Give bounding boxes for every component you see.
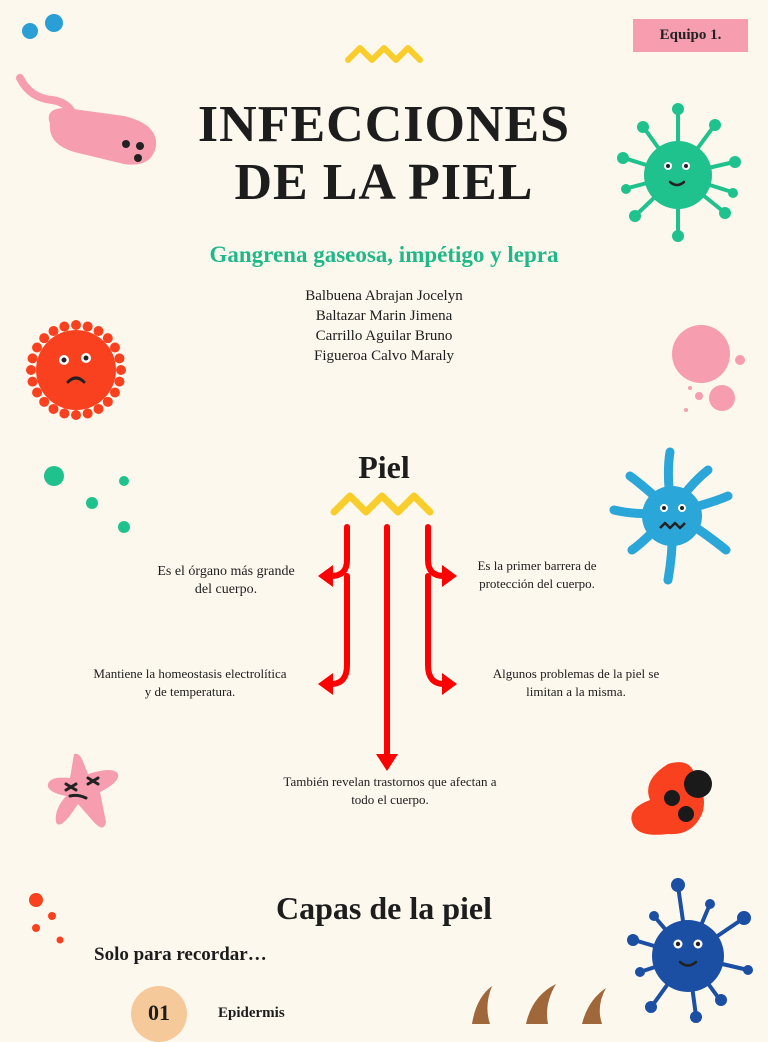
- germ-spike: [110, 388, 120, 398]
- note-left-top: [106, 563, 346, 599]
- pink-bacterium-icon: [14, 72, 164, 172]
- title-line-2: DE LA PIEL: [234, 154, 534, 211]
- author-2: Baltazar Marin Jimena: [315, 308, 453, 324]
- note-left-top-line2: del cuerpo.: [194, 582, 258, 597]
- germ-spike: [32, 343, 42, 353]
- germ-spike: [59, 322, 69, 332]
- note-left-bottom-line1: Mantiene la homeostasis electrolítica: [93, 666, 287, 681]
- red-dots-icon: [26, 890, 76, 950]
- green-virus-icon: [616, 100, 746, 240]
- germ-spike: [28, 377, 38, 387]
- germ-spike: [59, 408, 69, 418]
- germ-spike: [49, 326, 59, 336]
- germ-spike: [83, 408, 93, 418]
- note-left-top-line1: Es el órgano más grande: [157, 564, 295, 579]
- germ-spike: [116, 365, 126, 375]
- germ-spike: [94, 404, 104, 414]
- note-center-bottom: [240, 773, 540, 809]
- red-germ-icon: [24, 318, 128, 422]
- blue-virus-icon: [624, 876, 756, 1022]
- note-right-bottom-line2: limitan a la misma.: [526, 684, 626, 699]
- reminder-text: Solo para recordar…: [94, 944, 267, 965]
- arrow-right-top: [428, 527, 444, 576]
- note-right-top-line1: Es la primer barrera de: [477, 558, 597, 573]
- germ-spike: [94, 326, 104, 336]
- germ-spike: [114, 353, 124, 363]
- pink-star-icon: [44, 748, 124, 838]
- germ-spike: [71, 410, 81, 420]
- layer-number: 01: [148, 1000, 170, 1025]
- germ-spike: [103, 397, 113, 407]
- note-right-top-line2: protección del cuerpo.: [479, 576, 595, 591]
- author-4: Figueroa Calvo Maraly: [314, 348, 454, 364]
- note-right-bottom-line1: Algunos problemas de la piel se: [492, 666, 660, 681]
- layer-label: Epidermis: [218, 1005, 285, 1021]
- germ-spike: [103, 333, 113, 343]
- subtitle: Gangrena gaseosa, impétigo y lepra: [209, 242, 559, 267]
- title-line-1: INFECCIONES: [197, 96, 571, 153]
- germ-spike: [71, 320, 81, 330]
- team-badge: Equipo 1.: [633, 19, 748, 52]
- note-left-bottom-line2: y de temperatura.: [144, 684, 236, 699]
- germ-spike: [26, 365, 36, 375]
- germ-spike: [32, 388, 42, 398]
- germ-spike: [39, 333, 49, 343]
- capas-heading: Capas de la piel: [275, 890, 493, 926]
- germ-spike: [114, 377, 124, 387]
- green-dots-icon: [40, 462, 140, 542]
- note-left-bottom: [60, 665, 320, 701]
- note-center-bottom-line2: todo el cuerpo.: [351, 792, 429, 807]
- arrow-right-bottom: [428, 576, 444, 684]
- germ-spike: [83, 322, 93, 332]
- pink-bubbles-icon: [668, 322, 752, 418]
- blue-blob-germ-icon: [608, 446, 734, 588]
- germ-spike: [28, 353, 38, 363]
- germ-spike: [39, 397, 49, 407]
- red-blob-icon: [628, 756, 720, 840]
- blue-dots-icon: [18, 12, 68, 42]
- germ-spike: [49, 404, 59, 414]
- note-right-top: [456, 557, 618, 593]
- note-center-bottom-line1: También revelan trastornos que afectan a: [283, 774, 497, 789]
- germ-spike: [110, 343, 120, 353]
- hair-follicle-icon: [464, 984, 614, 1024]
- note-right-bottom: [466, 665, 686, 701]
- piel-heading: Piel: [358, 449, 410, 485]
- author-3: Carrillo Aguilar Bruno: [315, 328, 453, 344]
- author-1: Balbuena Abrajan Jocelyn: [305, 288, 463, 304]
